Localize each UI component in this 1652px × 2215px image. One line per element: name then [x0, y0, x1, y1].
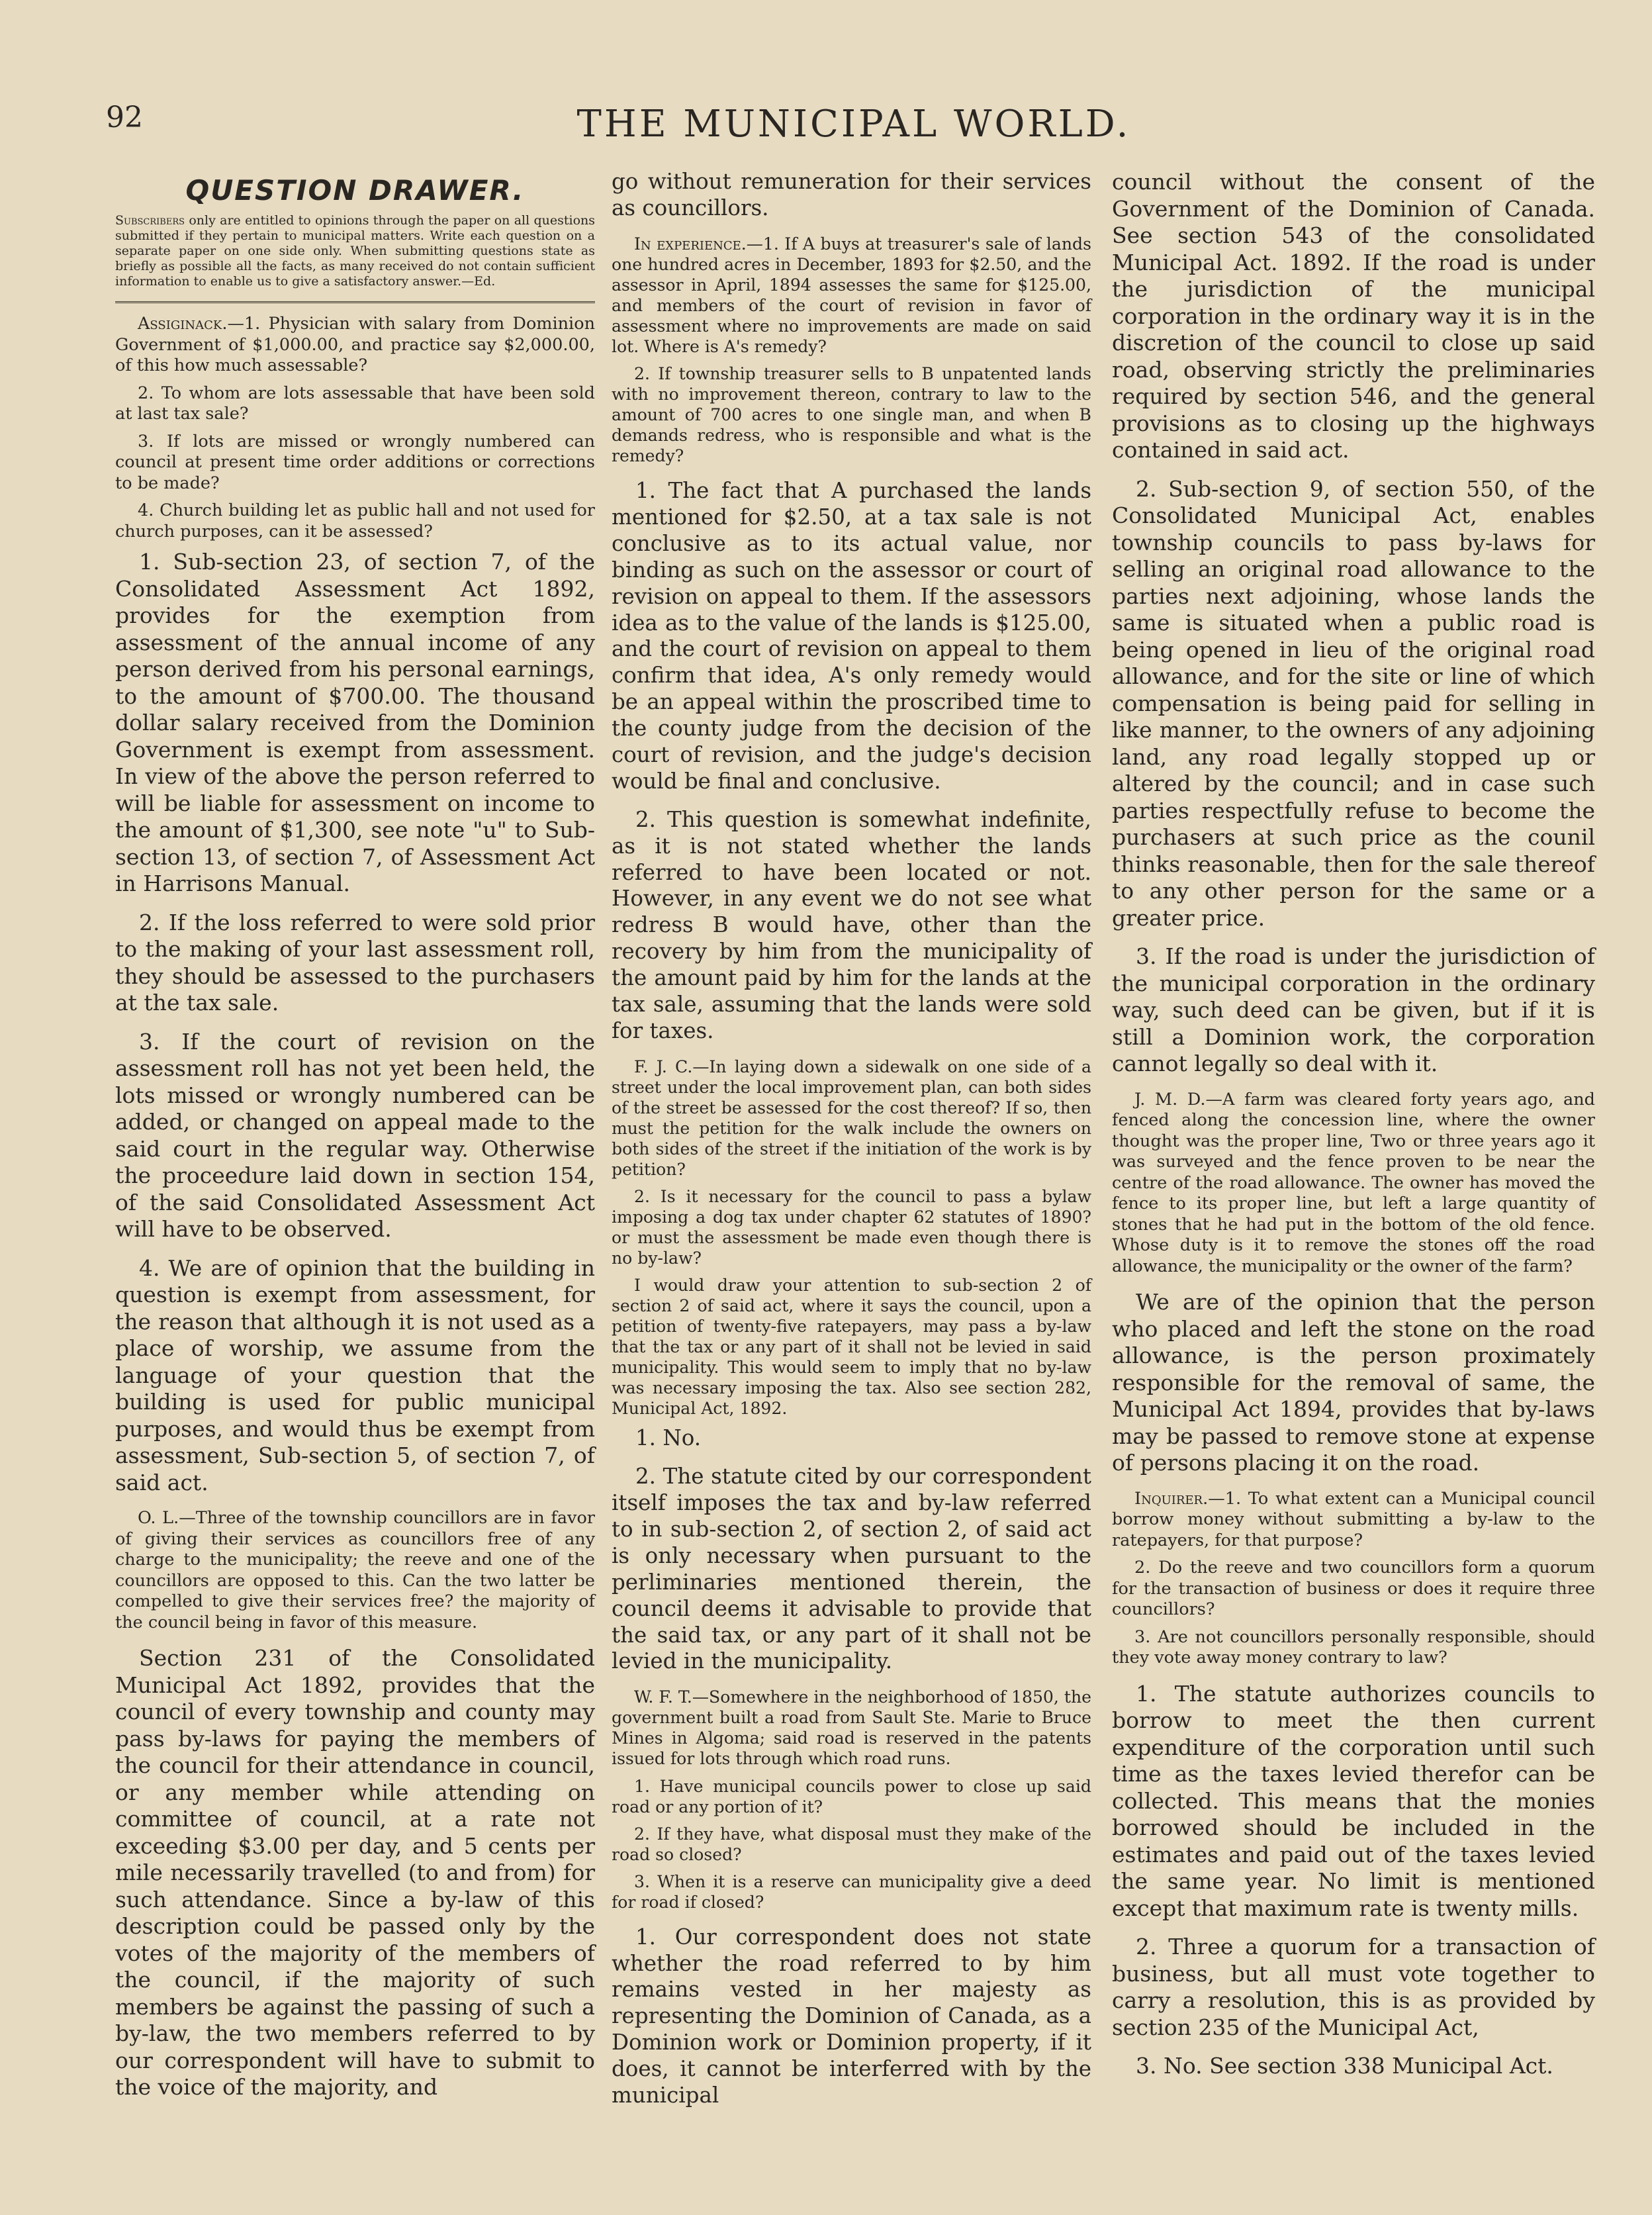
question-fjc-2: 2. Is it necessary for the council to pass a bylaw imposing a dog tax under chapter 62 statutes of 1890? or must the assessment be made even though there is no by-law?	[612, 1187, 1091, 1268]
question-assiginack-1	[115, 314, 595, 377]
question-text: —1. To what extent can a Municipal council borrow money without submitting a by-law to the ratepayers, for that purpose?	[1112, 1488, 1595, 1550]
question-assiginack-3: 3. If lots are missed or wrongly numbered can council at present time order additions or corrections to be made?	[115, 431, 595, 493]
question-fjc-1: F. J. C.—In laying down a sidewalk on one side of a street under the local improvement plan, can both sides of the street be assessed for the cost thereof? If so, then must the petition for the walk include the owners on both sides of the street if the initiation of the work is by petition?	[612, 1057, 1091, 1179]
answer-ol: Section 231 of the Consolidated Municipal Act 1892, provides that the council of every township and county may pass by-laws for paying the members of the council for their attendance in council, or any member while attending on committee of council, at a rate not exceeding $3.00 per day, and 5 cents per mile necessarily travelled (to and from) for such attendance. Since a by-law of this description could be passed only by the votes of the majority of the members of the council, if the majority of such members be against the passing of such a by-law, the two members referred to by our correspondent will have to submit to the voice of the majority, and	[115, 1645, 595, 2100]
question-fjc-3: I would draw your attention to sub-section 2 of section 2 of said act, where it says the council, upon a petition of twenty-five ratepayers, may pass a by-law that the tax or any part of it shall not be levied in said municipality. This would seem to imply that no by-law was necessary imposing the tax. Also see section 282, Municipal Act, 1892.	[612, 1276, 1091, 1419]
question-inquirer-2: 2. Do the reeve and two councillors form a quorum for the transaction of business or does it require three councillors?	[1112, 1558, 1595, 1619]
answer-wft-3: 3. If the road is under the jurisdiction of the municipal corporation in the ordinary way, such deed can be given, but if it is still a Dominion work, the corporation cannot legally so deal with it.	[1112, 943, 1595, 1076]
answer-fjc-1: 1. No.	[635, 1425, 702, 1451]
question-inquirer-1	[1112, 1489, 1595, 1552]
question-assiginack-2: 2. To whom are lots assessable that have been sold at last tax sale?	[115, 383, 595, 424]
answer-fjc-2: 2. The statute cited by our correspondent itself imposes the tax and by-law referred to in sub-section 2, of section 2, of said act is only necessary when pursuant to the perliminaries mentioned therein, the council deems it advisable to provide that the said tax, or any part of it shall not be levied in the municipality.	[612, 1464, 1091, 1674]
correspondent-name: Assiginack.	[138, 314, 228, 334]
section-heading: QUESTION DRAWER.	[185, 174, 525, 207]
notice-lead: Subscribers	[115, 213, 185, 228]
answer-assiginack-4: 4. We are of opinion that the building in question is exempt from assessment, for the reason that although it is not used as a place of worship, we assume from the language of your question that the building is used for public municipal purposes, and would thus be exempt from assessment, Sub-section 5, of section 7, of said act.	[115, 1254, 595, 1495]
question-inexperience-1	[612, 234, 1091, 357]
question-assiginack-4: 4. Church building let as public hall and not used for church purposes, can it be assessed?	[115, 500, 595, 542]
question-wft: W. F. T.—Somewhere in the neighborhood of 1850, the government built a road from Sault Ste. Marie to Bruce Mines in Algoma; said road is reserved in the patents issued for lots through which road runs.	[612, 1687, 1091, 1769]
double-rule	[115, 301, 595, 306]
question-wft-2: 2. If they have, what disposal must they make of the road so closed?	[612, 1824, 1091, 1864]
answer-inquirer-1: 1. The statute authorizes councils to borrow to meet the then current expenditure of the corporation until such time as the taxes levied therefor can be collected. This means that the monies borrowed should be included in the estimates and paid out of the taxes levied the same year. No limit is mentioned except that maximum rate is twenty mills.	[1112, 1680, 1595, 1921]
answer-assiginack-1: 1. Sub-section 23, of section 7, of the Consolidated Assessment Act 1892, provides for the exemption from assessment of the annual income of any person derived from his personal earnings, to the amount of $700.00. The thousand dollar salary received from the Dominion Government is exempt from assessment. In view of the above the person referred to will be liable for assessment on income to the amount of $1,300, see note "u" to Sub-section 13, of section 7, of Assessment Act in Harrisons Manual.	[115, 549, 595, 896]
question-wft-3: 3. When it is a reserve can municipality give a deed for road if closed?	[612, 1871, 1091, 1912]
question-text: —1. If A buys at treasurer's sale of lands one hundred acres in December, 1893 for $2.50, and the assessor in April, 1894 assesses the same for $125.00, and members of the court of revision in favor of assessment where no improvements are made on said lot. Where is A's remedy?	[612, 234, 1091, 356]
answer-inquirer-2: 2. Three a quorum for a transaction of business, but all must vote together to carry a resolution, this is as provided by section 235 of the Municipal Act,	[1112, 1934, 1595, 2040]
question-jmd: J. M. D.—A farm was cleared forty years ago, and fenced along the concession line, where the owner thought was the proper line, Two or three years ago it was surveyed and the fence proven to be near the centre of the road allowance. The owner has moved the fence to its proper line, but left a large quantity of stones that he had put in the bottom of the old fence. Whose duty is it to remove the stones off the road allowance, the municipality or the owner of the farm?	[1112, 1089, 1595, 1276]
answer-assiginack-2: 2. If the loss referred to were sold prior to the making of your last assessment roll, they should be assessed to the purchasers at the tax sale.	[115, 909, 595, 1015]
editor-notice	[115, 213, 595, 289]
question-ol: O. L.—Three of the township councillors are in favor of giving their services as councillors free of any charge to the municipality; the reeve and one of the councillors are opposed to this. Can the two latter be compelled to give their services free? the majority of the council being in favor of this measure.	[115, 1508, 595, 1632]
question-inquirer-3: 3. Are not councillors personally responsible, should they vote away money contrary to law?	[1112, 1626, 1595, 1668]
question-inexperience-2: 2. If township treasurer sells to B unpatented lands with no improvement thereon, contrary to law to the amount of 700 acres to one single man, and when B demands redress, who is responsible and what is the remedy?	[612, 363, 1091, 466]
question-text: —1. Physician with salary from Dominion Government of $1,000.00, and practice say $2,000.00, of this how much assessable?	[115, 314, 595, 375]
answer-inexperience-2: 2. This question is somewhat indefinite, as it is not stated whether the lands referred to have been located or not. However, in any event we do not see what redress B would have, other than the recovery by him from the municipality of the amount paid by him for the lands at the tax sale, assuming that the lands were sold for taxes.	[612, 806, 1091, 1043]
masthead: THE MUNICIPAL WORLD.	[576, 103, 1131, 146]
answer-inexperience-1: 1. The fact that A purchased the lands mentioned for $2.50, at a tax sale is not conclusive as to its actual value, nor binding as such on the assessor or court of revision on appeal to them. If the assessors idea as to the value of the lands is $125.00, and the court of revision on appeal to them confirm that idea, A's only remedy would be an appeal within the proscribed time to the county judge from the decision of the court of revision, and the judge's decision would be final and conclusive.	[612, 478, 1091, 794]
column-1	[115, 169, 595, 2113]
answer-assiginack-3: 3. If the court of revision on the assessment roll has not yet been held, the lots missed or wrongly numbered can be added, or changed on appeal made to the said court in the regular way. Otherwise the proceedure laid down in section 154, of the said Consolidated Assessment Act will have to be observed.	[115, 1028, 595, 1242]
page-number: 92	[106, 101, 143, 134]
question-wft-1: 1. Have municipal councils power to close up said road or any portion of it?	[612, 1776, 1091, 1816]
notice-text: only are entitled to opinions through the paper on all questions submitted if they pertain to municipal matters. Write each question on a separate paper on one side only. When submitting questions state as briefly as possible all the facts, as many received do not contain sufficient information to enable us to give a satisfactory answer.—Ed.	[115, 213, 595, 289]
answer-inquirer-3: 3. No. See section 338 Municipal Act.	[1136, 2053, 1553, 2079]
column-3	[1112, 169, 1595, 2092]
answer-wft-2: 2. Sub-section 9, of section 550, of the Consolidated Municipal Act, enables township councils to pass by-laws for selling an original road allowance to the parties next adjoining, whose lands the same is situated when a public road is being opened in lieu of the original road allowance, and for the site or line of which compensation is being paid for selling in like manner, to the owners of any adjoining land, any road legally stopped up or altered by the council; and in case such parties respectfully refuse to become the purchasers at such price as the counil thinks reasonable, then for the sale thereof to any other person for the same or a greater price.	[1112, 475, 1595, 931]
answer-wft-1-continued: council without the consent of the Government of the Dominion of Canada. See section 543 of the consolidated Municipal Act. 1892. If the road is under the jurisdiction of the municipal corporation in the ordinary way it is in the discretion of the council to close up said road, observing strictly the preliminaries required by section 546, and the general provisions as to closing up the highways contained in said act.	[1112, 169, 1595, 463]
answer-wft-1: 1. Our correspondent does not state whether the road referred to by him remains vested in her majesty as representing the Dominion of Canada, as a Dominion work or Dominion property, if it does, it cannot be interferred with by the municipal	[612, 1924, 1091, 2108]
correspondent-name: Inquirer.	[1134, 1488, 1209, 1509]
answer-ol-continued: go without remuneration for their services as councillors.	[612, 169, 1091, 220]
answer-jmd: We are of the opinion that the person who placed and left the stone on the road allowance, is the person proximately responsible for the removal of same, the Municipal Act 1894, provides that by-laws may be passed to remove stone at expense of persons placing it on the road.	[1112, 1289, 1595, 1476]
correspondent-name: In experience.	[634, 234, 747, 254]
column-2	[612, 169, 1091, 2121]
